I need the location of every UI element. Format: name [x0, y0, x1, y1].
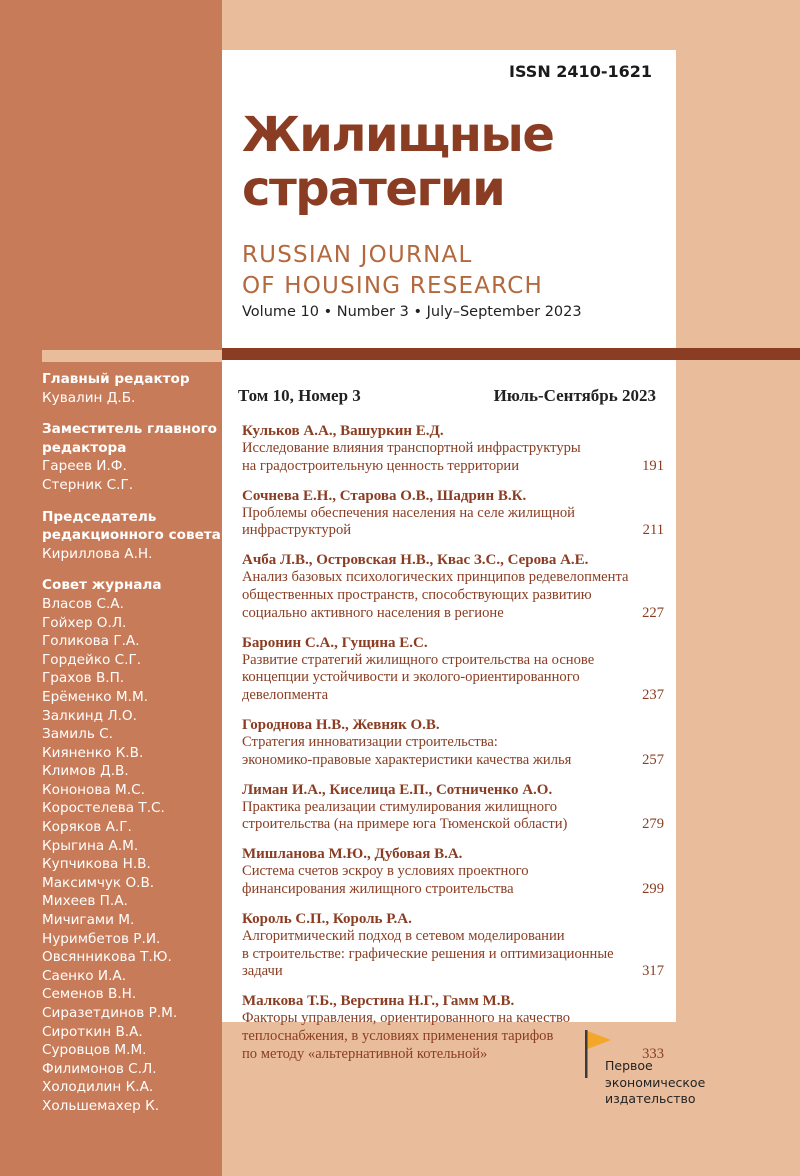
- deputy-editor-group: [42, 420, 222, 494]
- board-name: Крыгина А.М.: [42, 837, 139, 854]
- toc-title-line: Развитие стратегий жилищного строительства на основе: [242, 651, 595, 668]
- toc-title-line: на градостроительную ценность территории: [242, 457, 520, 474]
- toc-page-number: 299: [642, 880, 664, 897]
- deputy-editor-heading: редактора: [42, 439, 127, 456]
- toc-page-number: 211: [642, 522, 664, 539]
- toc-page-number: 257: [642, 751, 664, 768]
- board-name: Грахов В.П.: [42, 670, 125, 687]
- toc-article-title: [242, 734, 640, 770]
- toc-article-title: [242, 799, 640, 835]
- toc-title-line: Проблемы обеспечения населения на селе жилищной: [242, 504, 575, 521]
- board-name: Сироткин В.А.: [42, 1023, 143, 1040]
- council-list: [42, 595, 222, 1116]
- board-name: Климов Д.В.: [42, 763, 129, 780]
- journal-subtitle: [242, 240, 543, 302]
- toc-article-title: [242, 652, 640, 705]
- toc-entry: [242, 422, 666, 476]
- board-name: Кириллова А.Н.: [42, 545, 153, 562]
- toc-title-line: задачи: [242, 963, 283, 980]
- chief-editor-heading: Главный редактор: [42, 371, 190, 387]
- board-name: Сиразетдинов Р.М.: [42, 1005, 178, 1021]
- toc-authors: Кульков А.А., Вашуркин Е.Д.: [242, 423, 444, 439]
- toc-authors: Малкова Т.Б., Верстина Н.Г., Гамм М.В.: [242, 993, 515, 1010]
- toc-page-number: 227: [642, 604, 664, 621]
- issue-number: Том 10, Номер 3: [238, 386, 361, 405]
- board-name: Хольшемахер К.: [42, 1097, 160, 1114]
- toc-entry: [242, 781, 666, 835]
- toc-article-title: [242, 928, 640, 981]
- toc-entry: [242, 910, 666, 981]
- board-name: Семенов В.Н.: [42, 986, 137, 1003]
- toc-page-number: 279: [642, 816, 664, 833]
- board-name: Филимонов С.Л.: [42, 1060, 157, 1077]
- toc-page-number: 333: [642, 1045, 664, 1062]
- toc-entry: [242, 845, 666, 899]
- toc-authors: Городнова Н.В., Жевняк О.В.: [242, 716, 440, 733]
- board-name: Замиль С.: [42, 726, 113, 743]
- board-name: Стерник С.Г.: [42, 476, 134, 493]
- toc-title-line: Алгоритмический подход в сетевом моделировании: [242, 927, 565, 944]
- toc-article-title: [242, 505, 640, 541]
- toc-article-title: [242, 569, 640, 622]
- toc-title-line: Стратегия инноватизации строительства:: [242, 733, 498, 750]
- journal-subtitle-line: OF HOUSING RESEARCH: [242, 273, 543, 299]
- board-name: Овсянникова Т.Ю.: [42, 949, 172, 966]
- toc-entry: [242, 487, 666, 541]
- issue-header: [238, 386, 656, 406]
- toc-title-line: концепции устойчивости и эколого-ориентированного: [242, 669, 580, 686]
- toc-authors: Король С.П., Король Р.А.: [242, 910, 412, 927]
- council-group: [42, 576, 222, 1115]
- deputy-editor-heading: Заместитель главного: [42, 421, 218, 438]
- issue-period: Июль-Сентябрь 2023: [493, 386, 656, 405]
- journal-title: [242, 108, 553, 216]
- toc-article-title: [242, 863, 640, 899]
- toc-title-line: девелопмента: [242, 687, 329, 704]
- journal-title-line: стратегии: [242, 161, 505, 217]
- toc-title-line: экономико-правовые характеристики качества жилья: [242, 751, 572, 768]
- toc-page-number: 237: [642, 687, 664, 704]
- board-name: Кияненко К.В.: [42, 744, 144, 761]
- board-name: Залкинд Л.О.: [42, 707, 137, 724]
- toc-title-line: общественных пространств, способствующих развитию: [242, 586, 592, 603]
- board-name: Суровцов М.М.: [42, 1042, 147, 1059]
- toc-page-number: 191: [642, 457, 664, 474]
- volume-info: Volume 10 • Number 3 • July–September 2023: [242, 304, 582, 320]
- board-name: Холодилин К.А.: [42, 1079, 154, 1096]
- toc-entry: [242, 551, 666, 622]
- toc-article-title: [242, 440, 640, 476]
- editorial-board: [42, 370, 222, 1129]
- board-name: Максимчук О.В.: [42, 874, 155, 891]
- toc-title-line: по методу «альтернативной котельной»: [242, 1045, 488, 1062]
- publisher-name: [605, 1058, 705, 1108]
- chief-editor-group: [42, 370, 222, 407]
- toc-title-line: финансирования жилищного строительства: [242, 880, 514, 897]
- toc-title-line: Система счетов эскроу в условиях проектного: [242, 863, 529, 880]
- toc-title-line: инфраструктурой: [242, 522, 352, 539]
- toc-authors: Ачба Л.В., Островская Н.В., Квас З.С., Серова А.Е.: [242, 552, 589, 569]
- board-name: Кувалин Д.Б.: [42, 389, 136, 406]
- toc-authors: Лиман И.А., Киселица Е.П., Сотниченко А.О.: [242, 781, 553, 798]
- publisher-name-line: экономическое: [605, 1074, 706, 1090]
- board-name: Мичигами М.: [42, 912, 135, 929]
- toc-article-title: [242, 1010, 640, 1063]
- board-name: Власов С.А.: [42, 595, 124, 612]
- council-heading: Совет журнала: [42, 577, 162, 594]
- publisher-name-line: Первое: [605, 1058, 653, 1073]
- issn: ISSN 2410-1621: [509, 62, 652, 81]
- board-name: Гойхер О.Л.: [42, 614, 127, 631]
- left-divider-strip: [42, 350, 222, 362]
- council-chair-group: [42, 508, 222, 564]
- toc-entry: [242, 634, 666, 705]
- board-name: Гордейко С.Г.: [42, 651, 142, 668]
- toc-title-line: Исследование влияния транспортной инфраструктуры: [242, 440, 581, 456]
- journal-title-line: Жилищные: [242, 107, 554, 163]
- board-name: Коряков А.Г.: [42, 819, 132, 836]
- toc-title-line: теплоснабжения, в условиях применения тарифов: [242, 1027, 554, 1044]
- toc-title-line: социально активного населения в регионе: [242, 604, 504, 621]
- toc-title-line: Факторы управления, ориентированного на качество: [242, 1010, 571, 1027]
- board-name: Кононова М.С.: [42, 781, 145, 798]
- toc-authors: Мишланова М.Ю., Дубовая В.А.: [242, 846, 463, 863]
- board-name: Ерёменко М.М.: [42, 688, 149, 705]
- contents-block: [222, 360, 676, 1062]
- board-name: Коростелева Т.С.: [42, 800, 165, 817]
- toc-title-line: Анализ базовых психологических принципов редевелопмента: [242, 569, 629, 586]
- board-name: Михеев П.А.: [42, 893, 128, 910]
- board-name: Нуримбетов Р.И.: [42, 930, 161, 947]
- toc-title-line: строительства (на примере юга Тюменской области): [242, 816, 568, 833]
- board-name: Голикова Г.А.: [42, 633, 140, 650]
- publisher-name-line: издательство: [605, 1091, 696, 1106]
- brown-divider-bar: [222, 348, 800, 360]
- board-name: Купчикова Н.В.: [42, 856, 151, 873]
- title-block: [222, 50, 676, 348]
- toc-entry: [242, 716, 666, 770]
- board-name: Гареев И.Ф.: [42, 458, 127, 475]
- board-name: Саенко И.А.: [42, 967, 127, 984]
- toc-authors: Сочнева Е.Н., Старова О.В., Шадрин В.К.: [242, 487, 527, 504]
- toc-title-line: Практика реализации стимулирования жилищного: [242, 798, 558, 815]
- toc-page-number: 317: [642, 963, 664, 980]
- council-chair-heading: редакционного совета: [42, 527, 221, 544]
- toc-authors: Баронин С.А., Гущина Е.С.: [242, 634, 428, 651]
- table-of-contents: [242, 422, 666, 1075]
- council-chair-heading: Председатель: [42, 508, 157, 525]
- toc-title-line: в строительстве: графические решения и оптимизационные: [242, 945, 614, 962]
- journal-subtitle-line: RUSSIAN JOURNAL: [242, 242, 473, 268]
